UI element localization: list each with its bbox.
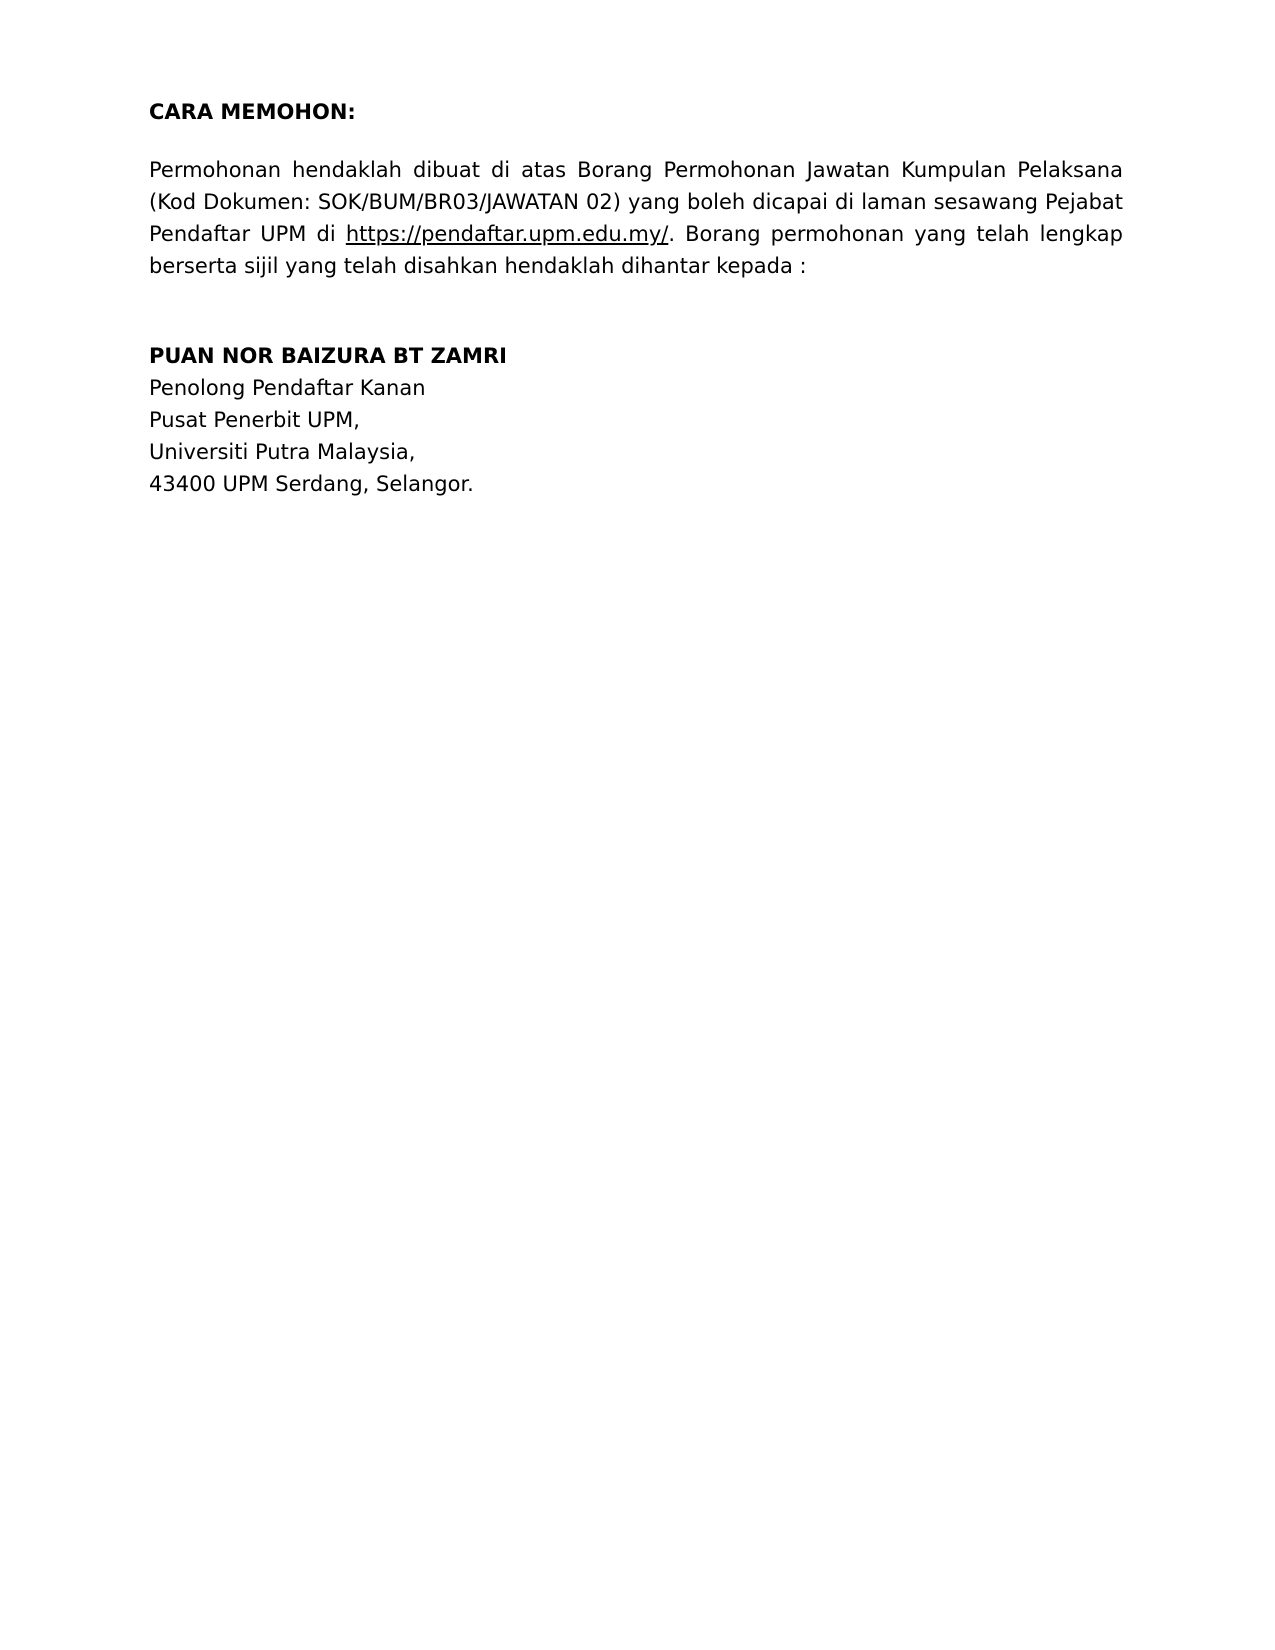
document-content (149, 96, 1123, 500)
application-instructions (149, 154, 1123, 282)
recipient-name: PUAN NOR BAIZURA BT ZAMRI (149, 344, 507, 368)
address-line-position: Penolong Pendaftar Kanan (149, 376, 426, 400)
address-line-university: Universiti Putra Malaysia, (149, 440, 416, 464)
mailing-address (149, 340, 1123, 500)
instructions-text-after-link: . Borang permohonan yang telah lengkap berserta sijil yang telah disahkan hendaklah dihantar kepada : (149, 222, 1123, 278)
registrar-website-link[interactable]: https://pendaftar.upm.edu.my/ (345, 222, 669, 246)
address-line-department: Pusat Penerbit UPM, (149, 408, 360, 432)
instructions-text-before-link: Permohonan hendaklah dibuat di atas Borang Permohonan Jawatan Kumpulan Pelaksana (Kod Dokumen: SOK/BUM/BR03/JAWATAN 02) yang boleh dicapai di laman sesawang Pejabat Pendaftar UPM di (149, 158, 1123, 246)
address-line-postcode: 43400 UPM Serdang, Selangor. (149, 472, 474, 496)
section-heading: CARA MEMOHON: (149, 100, 356, 124)
